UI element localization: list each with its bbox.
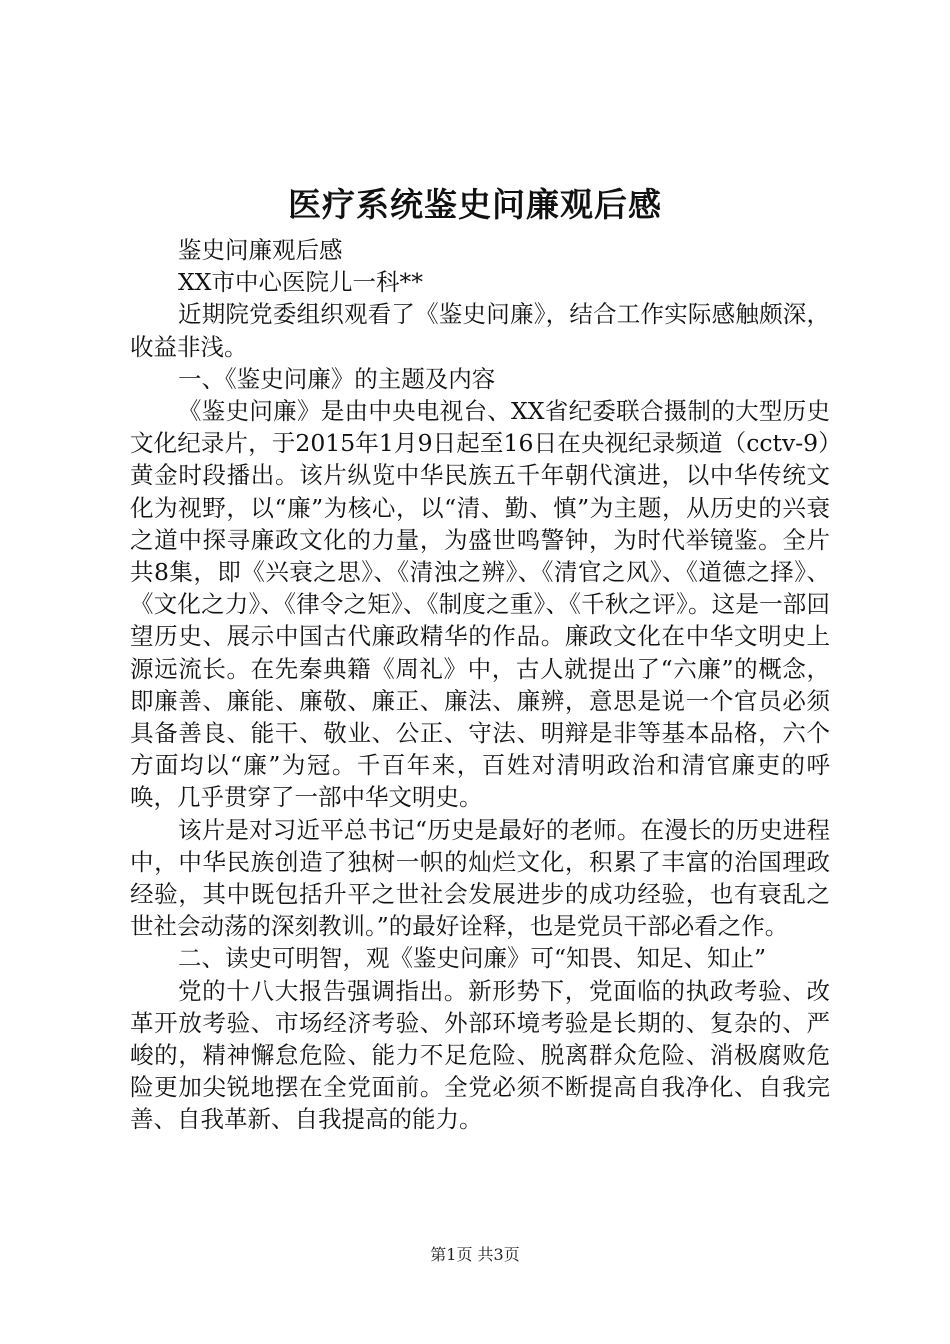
document-title: 医疗系统鉴史问廉观后感 bbox=[288, 185, 662, 224]
author-paragraph: XX市中心医院儿一科** bbox=[178, 268, 423, 297]
page-number-footer: 第1页 共3页 bbox=[430, 1245, 520, 1264]
document-body bbox=[130, 234, 830, 1136]
body-paragraph: 党的十八大报告强调指出。新形势下，党面临的执政考验、改革开放考验、市场经济考验、外部环境考验是长期的、复杂的、严峻的，精神懈怠危险、能力不足危险、脱离群众危险、消极腐败危险更加尖锐地摆在全党面前。全党必须不断提高自我净化、自我完善、自我革新、自我提高的能力。 bbox=[130, 976, 830, 1134]
intro-paragraph: 近期院党委组织观看了《鉴史问廉》，结合工作实际感触颇深，收益非浅。 bbox=[130, 300, 830, 361]
section-heading-1: 一、《鉴史问廉》的主题及内容 bbox=[178, 364, 496, 393]
section-heading-2: 二、读史可明智，观《鉴史问廉》可“知畏、知足、知止” bbox=[178, 944, 767, 973]
body-paragraph: 《鉴史问廉》是由中央电视台、XX省纪委联合摄制的大型历史文化纪录片，于2015年1月9日起至16日在央视纪录频道（cctv-9）黄金时段播出。该片纵览中华民族五千年朝代演进，以中华传统文化为视野，以“廉”为核心，以“清、勤、慎”为主题，从历史的兴衰之道中探寻廉政文化的力量，为盛世鸣警钟，为时代举镜鉴。全片共8集，即《兴衰之思》、《清浊之辨》、《清官之风》、《道德之择》、《文化之力》、《律令之矩》、《制度之重》、《千秋之评》。这是一部回望历史、展示中国古代廉政精华的作品。廉政文化在中华文明史上源远流长。在先秦典籍《周礼》中，古人就提出了“六廉”的概念，即廉善、廉能、廉敬、廉正、廉法、廉辨，意思是说一个官员必须具备善良、能干、敬业、公正、守法、明辩是非等基本品格，六个方面均以“廉”为冠。千百年来，百姓对清明政治和清官廉吏的呼唤，几乎贯穿了一部中华文明史。 bbox=[130, 397, 830, 812]
subtitle-paragraph: 鉴史问廉观后感 bbox=[178, 236, 343, 264]
body-paragraph: 该片是对习近平总书记“历史是最好的老师。在漫长的历史进程中，中华民族创造了独树一帜的灿烂文化，积累了丰富的治国理政经验，其中既包括升平之世社会发展进步的成功经验，也有衰乱之世社会动荡的深刻教训。”的最好诠释，也是党员干部必看之作。 bbox=[130, 815, 830, 941]
